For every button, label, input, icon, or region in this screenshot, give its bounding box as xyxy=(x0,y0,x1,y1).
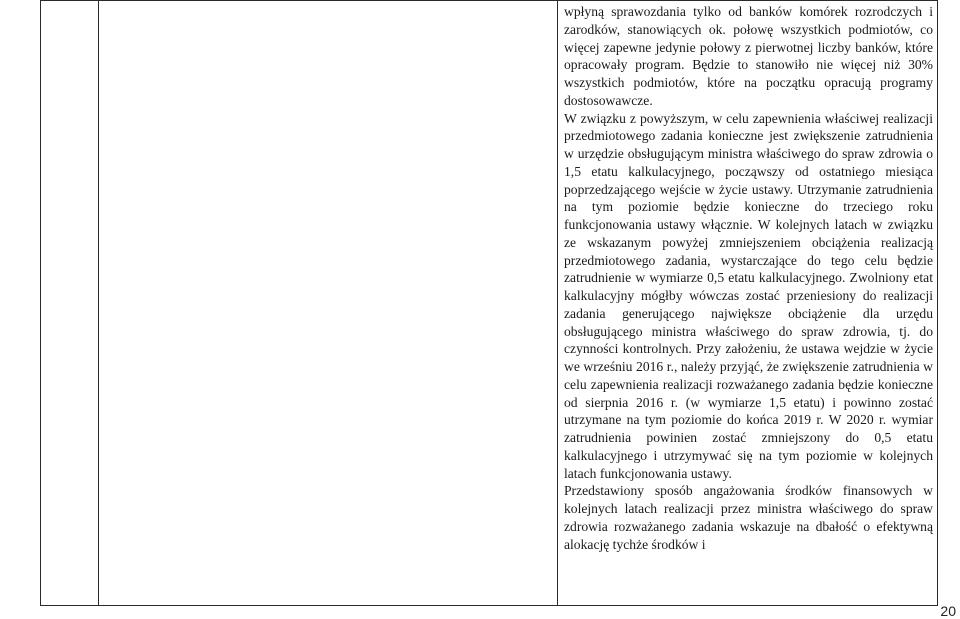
document-table xyxy=(40,0,938,606)
table-row xyxy=(41,1,938,606)
text-cell xyxy=(558,1,938,606)
empty-cell-left xyxy=(41,1,99,606)
paragraph-1: wpłyną sprawozdania tylko od banków komórek rozrodczych i zarodków, stanowiących ok. połowę wszystkich podmiotów, co więcej zapewne jedynie połowy z pierwotnej liczby banków, które opracowały program. Będzie to stanowiło nie więcej niż 30% wszystkich podmiotów, które na początku opracują programy dostosowawcze. xyxy=(564,4,933,108)
paragraph-3: Przedstawiony sposób angażowania środków finansowych w kolejnych latach realizacji przez ministra właściwego do spraw zdrowia rozważanego zadania wskazuje na dbałość o efektywną alokację tychże środków i xyxy=(564,483,933,552)
empty-cell-middle xyxy=(99,1,558,606)
paragraph-2: W związku z powyższym, w celu zapewnienia właściwej realizacji przedmiotowego zadania konieczne jest zwiększenie zatrudnienia w urzędzie obsługującym ministra właściwego do spraw zdrowia o 1,5 etatu kalkulacyjnego, począwszy od ostatniego miesiąca poprzedzającego wejście w życie ustawy. Utrzymanie zatrudnienia na tym poziomie będzie konieczne do trzeciego roku funkcjonowania ustawy włącznie. W kolejnych latach w związku ze wskazanym powyżej zmniejszeniem obciążenia realizacją przedmiotowego zadania, wystarczające do tego celu będzie zatrudnienie w wymiarze 0,5 etatu kalkulacyjnego. Zwolniony etat kalkulacyjny mógłby wówczas zostać przeniesiony do realizacji zadania generującego największe obciążenie dla urzędu obsługującego ministra właściwego do spraw zdrowia, tj. do czynności kontrolnych. Przy założeniu, że ustawa wejdzie w życie we wrześniu 2016 r., należy przyjąć, że zwiększenie zatrudnienia w celu zapewnienia realizacji rozważanego zadania będzie konieczne od sierpnia 2016 r. (w wymiarze 1,5 etatu) i powinno zostać utrzymane na tym poziomie do końca 2019 r. W 2020 r. wymiar zatrudnienia powinien zostać zmniejszony do 0,5 etatu kalkulacyjnego i utrzymywać się na tym poziomie w kolejnych latach funkcjonowania ustawy. xyxy=(564,110,933,481)
page-number: 20 xyxy=(940,603,956,619)
